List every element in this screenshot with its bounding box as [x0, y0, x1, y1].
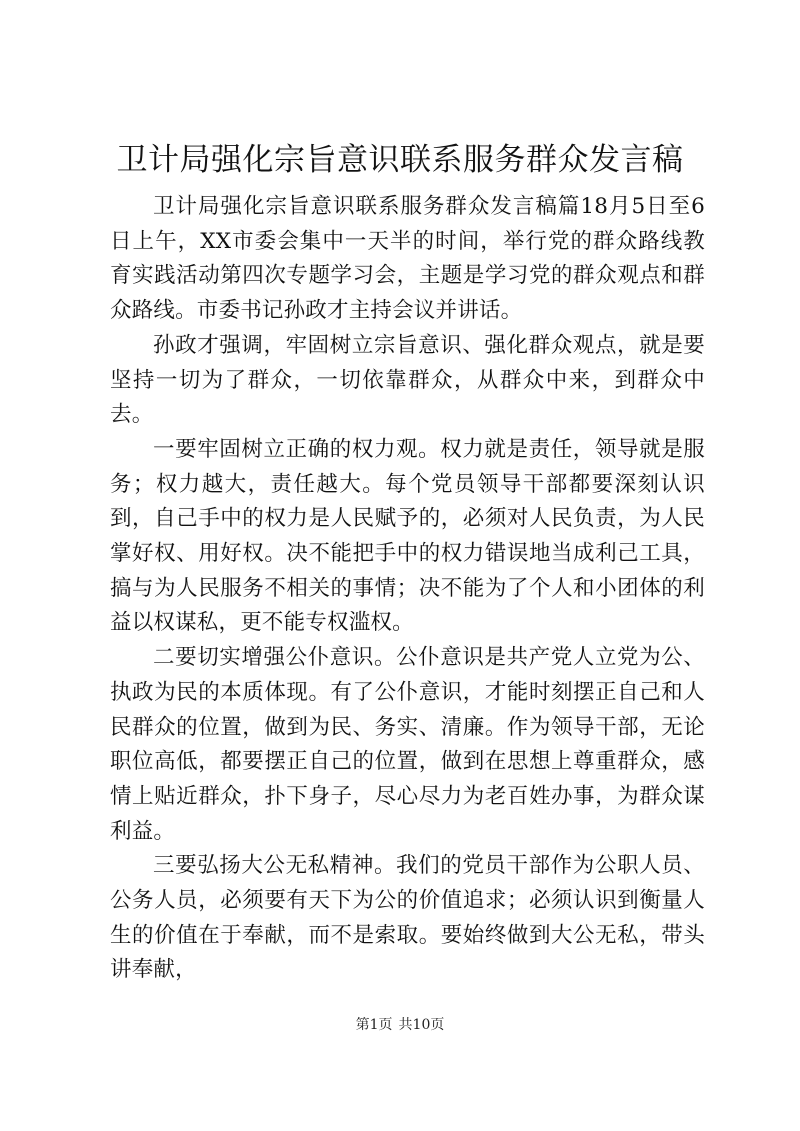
paragraph-5: 三要弘扬大公无私精神。我们的党员干部作为公职人员、公务人员，必须要有天下为公的价值追求；必须认识到衡量人生的价值在于奉献，而不是索取。要始终做到大公无私，带头讲奉献，: [110, 853, 705, 983]
page-total: 共10页: [398, 1017, 445, 1033]
document-body: [110, 190, 705, 988]
paragraph-2: 孙政才强调，牢固树立宗旨意识、强化群众观点，就是要坚持一切为了群众，一切依靠群众，从群众中来，到群众中去。: [110, 332, 705, 428]
page-number: 第1页: [355, 1017, 393, 1033]
paragraph-4: 二要切实增强公仆意识。公仆意识是共产党人立党为公、执政为民的本质体现。有了公仆意识，才能时刻摆正自己和人民群众的位置，做到为民、务实、清廉。作为领导干部，无论职位高低，都要摆正自己的位置，做到在思想上尊重群众，感情上贴近群众，扑下身子，尽心尽力为老百姓办事，为群众谋利益。: [110, 645, 705, 844]
page-footer: [0, 1015, 800, 1035]
paragraph-3: 一要牢固树立正确的权力观。权力就是责任，领导就是服务；权力越大，责任越大。每个党员领导干部都要深刻认识到，自己手中的权力是人民赋予的，必须对人民负责，为人民掌好权、用好权。决不能把手中的权力错误地当成利己工具，搞与为人民服务不相关的事情；决不能为了个人和小团体的利益以权谋私，更不能专权滥权。: [110, 436, 705, 636]
document-title: 卫计局强化宗旨意识联系服务群众发言稿: [116, 142, 684, 178]
paragraph-1: 卫计局强化宗旨意识联系服务群众发言稿篇18月5日至6日上午，XX市委会集中一天半的时间，举行党的群众路线教育实践活动第四次专题学习会，主题是学习党的群众观点和群众路线。市委书记孙政才主持会议并讲话。: [110, 194, 705, 324]
